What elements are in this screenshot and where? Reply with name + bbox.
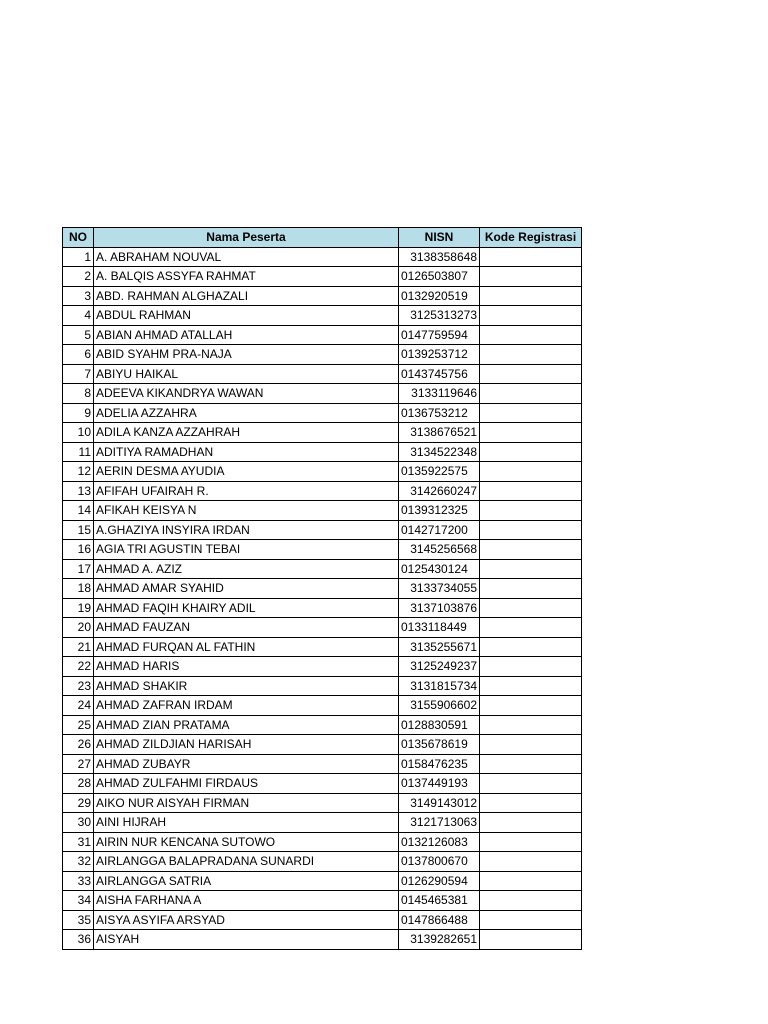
cell-nama-peserta: AISHA FARHANA A	[94, 891, 399, 911]
cell-nisn: 3139282651	[399, 930, 480, 950]
cell-no: 19	[63, 598, 94, 618]
cell-nama-peserta: A. ABRAHAM NOUVAL	[94, 247, 399, 267]
cell-no: 5	[63, 325, 94, 345]
cell-kode-registrasi[interactable]	[480, 286, 582, 306]
table-row	[63, 637, 582, 657]
cell-nisn: 0135678619	[399, 735, 480, 755]
cell-kode-registrasi[interactable]	[480, 559, 582, 579]
cell-nama-peserta: AHMAD FAUZAN	[94, 618, 399, 638]
cell-nama-peserta: AHMAD SHAKIR	[94, 676, 399, 696]
cell-nama-peserta: ABD. RAHMAN ALGHAZALI	[94, 286, 399, 306]
table-row	[63, 793, 582, 813]
table-row	[63, 735, 582, 755]
table-body	[63, 247, 582, 949]
cell-no: 36	[63, 930, 94, 950]
table-row	[63, 891, 582, 911]
cell-kode-registrasi[interactable]	[480, 852, 582, 872]
cell-kode-registrasi[interactable]	[480, 657, 582, 677]
cell-kode-registrasi[interactable]	[480, 540, 582, 560]
cell-kode-registrasi[interactable]	[480, 735, 582, 755]
table-row	[63, 423, 582, 443]
cell-kode-registrasi[interactable]	[480, 891, 582, 911]
cell-nama-peserta: ADEEVA KIKANDRYA WAWAN	[94, 384, 399, 404]
table-row	[63, 403, 582, 423]
cell-nisn: 0126290594	[399, 871, 480, 891]
cell-nama-peserta: ABIAN AHMAD ATALLAH	[94, 325, 399, 345]
cell-kode-registrasi[interactable]	[480, 345, 582, 365]
cell-kode-registrasi[interactable]	[480, 403, 582, 423]
cell-no: 32	[63, 852, 94, 872]
table-row	[63, 657, 582, 677]
cell-nisn: 3133119646	[399, 384, 480, 404]
cell-kode-registrasi[interactable]	[480, 325, 582, 345]
cell-nama-peserta: AHMAD ZILDJIAN HARISAH	[94, 735, 399, 755]
cell-kode-registrasi[interactable]	[480, 384, 582, 404]
cell-nama-peserta: AHMAD ZUBAYR	[94, 754, 399, 774]
table-row	[63, 345, 582, 365]
table-row	[63, 813, 582, 833]
cell-nama-peserta: AHMAD AMAR SYAHID	[94, 579, 399, 599]
cell-no: 29	[63, 793, 94, 813]
cell-nama-peserta: AIRIN NUR KENCANA SUTOWO	[94, 832, 399, 852]
cell-nama-peserta: AGIA TRI AGUSTIN TEBAI	[94, 540, 399, 560]
table-row	[63, 832, 582, 852]
cell-nisn: 3125249237	[399, 657, 480, 677]
cell-nisn: 3133734055	[399, 579, 480, 599]
table-row	[63, 384, 582, 404]
cell-nisn: 0128830591	[399, 715, 480, 735]
cell-nisn: 3142660247	[399, 481, 480, 501]
table-row	[63, 715, 582, 735]
cell-no: 12	[63, 462, 94, 482]
table-row	[63, 910, 582, 930]
cell-nama-peserta: ABID SYAHM PRA-NAJA	[94, 345, 399, 365]
cell-nisn: 0139253712	[399, 345, 480, 365]
cell-no: 28	[63, 774, 94, 794]
cell-no: 16	[63, 540, 94, 560]
cell-kode-registrasi[interactable]	[480, 247, 582, 267]
table-row	[63, 481, 582, 501]
cell-no: 15	[63, 520, 94, 540]
cell-no: 13	[63, 481, 94, 501]
cell-nama-peserta: AHMAD ZIAN PRATAMA	[94, 715, 399, 735]
cell-nisn: 0137800670	[399, 852, 480, 872]
header-nama-peserta: Nama Peserta	[94, 228, 399, 248]
cell-no: 30	[63, 813, 94, 833]
table-row	[63, 267, 582, 287]
cell-no: 23	[63, 676, 94, 696]
cell-kode-registrasi[interactable]	[480, 774, 582, 794]
table-row	[63, 618, 582, 638]
cell-kode-registrasi[interactable]	[480, 598, 582, 618]
cell-nama-peserta: AERIN DESMA AYUDIA	[94, 462, 399, 482]
cell-kode-registrasi[interactable]	[480, 462, 582, 482]
cell-nama-peserta: AFIKAH KEISYA N	[94, 501, 399, 521]
cell-no: 9	[63, 403, 94, 423]
cell-nisn: 3137103876	[399, 598, 480, 618]
cell-kode-registrasi[interactable]	[480, 696, 582, 716]
cell-kode-registrasi[interactable]	[480, 618, 582, 638]
cell-kode-registrasi[interactable]	[480, 364, 582, 384]
table-row	[63, 774, 582, 794]
cell-no: 2	[63, 267, 94, 287]
cell-no: 21	[63, 637, 94, 657]
table-row	[63, 520, 582, 540]
header-nisn: NISN	[399, 228, 480, 248]
cell-no: 34	[63, 891, 94, 911]
table-row	[63, 754, 582, 774]
cell-no: 10	[63, 423, 94, 443]
table-row	[63, 676, 582, 696]
cell-kode-registrasi[interactable]	[480, 637, 582, 657]
cell-nama-peserta: AHMAD A. AZIZ	[94, 559, 399, 579]
cell-kode-registrasi[interactable]	[480, 306, 582, 326]
cell-kode-registrasi[interactable]	[480, 423, 582, 443]
cell-nisn: 3138676521	[399, 423, 480, 443]
cell-nama-peserta: AFIFAH UFAIRAH R.	[94, 481, 399, 501]
table-row	[63, 501, 582, 521]
cell-nisn: 0143745756	[399, 364, 480, 384]
cell-no: 7	[63, 364, 94, 384]
cell-nisn: 0125430124	[399, 559, 480, 579]
cell-kode-registrasi[interactable]	[480, 715, 582, 735]
table-row	[63, 306, 582, 326]
cell-no: 1	[63, 247, 94, 267]
cell-nama-peserta: ADILA KANZA AZZAHRAH	[94, 423, 399, 443]
cell-no: 3	[63, 286, 94, 306]
cell-nama-peserta: ADITIYA RAMADHAN	[94, 442, 399, 462]
cell-nisn: 3131815734	[399, 676, 480, 696]
table-row	[63, 579, 582, 599]
cell-nisn: 3155906602	[399, 696, 480, 716]
header-row	[63, 228, 582, 248]
cell-kode-registrasi[interactable]	[480, 579, 582, 599]
cell-no: 8	[63, 384, 94, 404]
cell-no: 27	[63, 754, 94, 774]
cell-nama-peserta: A. BALQIS ASSYFA RAHMAT	[94, 267, 399, 287]
table-row	[63, 696, 582, 716]
cell-nama-peserta: AHMAD ZULFAHMI FIRDAUS	[94, 774, 399, 794]
cell-kode-registrasi[interactable]	[480, 501, 582, 521]
cell-no: 17	[63, 559, 94, 579]
cell-nisn: 3135255671	[399, 637, 480, 657]
table-row	[63, 598, 582, 618]
cell-kode-registrasi[interactable]	[480, 871, 582, 891]
table-row	[63, 286, 582, 306]
cell-nama-peserta: AISYAH	[94, 930, 399, 950]
cell-kode-registrasi[interactable]	[480, 520, 582, 540]
cell-nama-peserta: AHMAD FAQIH KHAIRY ADIL	[94, 598, 399, 618]
cell-nama-peserta: ABIYU HAIKAL	[94, 364, 399, 384]
participant-table	[62, 227, 582, 950]
table-row	[63, 559, 582, 579]
cell-nama-peserta: AHMAD FURQAN AL FATHIN	[94, 637, 399, 657]
cell-no: 31	[63, 832, 94, 852]
cell-nisn: 0126503807	[399, 267, 480, 287]
cell-nisn: 0132126083	[399, 832, 480, 852]
table-row	[63, 325, 582, 345]
cell-nisn: 3134522348	[399, 442, 480, 462]
cell-nama-peserta: ADELIA AZZAHRA	[94, 403, 399, 423]
cell-no: 20	[63, 618, 94, 638]
cell-kode-registrasi[interactable]	[480, 442, 582, 462]
cell-nisn: 3145256568	[399, 540, 480, 560]
cell-nisn: 0147866488	[399, 910, 480, 930]
cell-no: 24	[63, 696, 94, 716]
cell-kode-registrasi[interactable]	[480, 754, 582, 774]
table-row	[63, 247, 582, 267]
cell-no: 6	[63, 345, 94, 365]
cell-nama-peserta: AIRLANGGA SATRIA	[94, 871, 399, 891]
cell-no: 35	[63, 910, 94, 930]
cell-no: 26	[63, 735, 94, 755]
cell-kode-registrasi[interactable]	[480, 813, 582, 833]
cell-nama-peserta: A.GHAZIYA INSYIRA IRDAN	[94, 520, 399, 540]
cell-nisn: 0147759594	[399, 325, 480, 345]
cell-no: 22	[63, 657, 94, 677]
cell-nisn: 0142717200	[399, 520, 480, 540]
cell-nisn: 0137449193	[399, 774, 480, 794]
cell-kode-registrasi[interactable]	[480, 832, 582, 852]
cell-no: 4	[63, 306, 94, 326]
table-row	[63, 930, 582, 950]
cell-nisn: 0133118449	[399, 618, 480, 638]
cell-nama-peserta: AHMAD HARIS	[94, 657, 399, 677]
cell-kode-registrasi[interactable]	[480, 793, 582, 813]
cell-no: 25	[63, 715, 94, 735]
table-row	[63, 871, 582, 891]
table-row	[63, 852, 582, 872]
cell-nisn: 0145465381	[399, 891, 480, 911]
cell-kode-registrasi[interactable]	[480, 267, 582, 287]
cell-kode-registrasi[interactable]	[480, 930, 582, 950]
cell-nama-peserta: AISYA ASYIFA ARSYAD	[94, 910, 399, 930]
header-kode-registrasi: Kode Registrasi	[480, 228, 582, 248]
cell-no: 14	[63, 501, 94, 521]
cell-nisn: 0132920519	[399, 286, 480, 306]
cell-nisn: 0135922575	[399, 462, 480, 482]
table-row	[63, 442, 582, 462]
cell-nisn: 3149143012	[399, 793, 480, 813]
table-row	[63, 364, 582, 384]
cell-nama-peserta: AIRLANGGA BALAPRADANA SUNARDI	[94, 852, 399, 872]
cell-kode-registrasi[interactable]	[480, 481, 582, 501]
cell-nama-peserta: AINI HIJRAH	[94, 813, 399, 833]
cell-nisn: 0136753212	[399, 403, 480, 423]
table-row	[63, 540, 582, 560]
cell-nama-peserta: AIKO NUR AISYAH FIRMAN	[94, 793, 399, 813]
cell-kode-registrasi[interactable]	[480, 910, 582, 930]
cell-no: 11	[63, 442, 94, 462]
header-no: NO	[63, 228, 94, 248]
cell-nama-peserta: ABDUL RAHMAN	[94, 306, 399, 326]
table-row	[63, 462, 582, 482]
cell-nisn: 0158476235	[399, 754, 480, 774]
cell-nama-peserta: AHMAD ZAFRAN IRDAM	[94, 696, 399, 716]
cell-no: 33	[63, 871, 94, 891]
cell-nisn: 3125313273	[399, 306, 480, 326]
cell-no: 18	[63, 579, 94, 599]
cell-kode-registrasi[interactable]	[480, 676, 582, 696]
cell-nisn: 0139312325	[399, 501, 480, 521]
cell-nisn: 3121713063	[399, 813, 480, 833]
cell-nisn: 3138358648	[399, 247, 480, 267]
